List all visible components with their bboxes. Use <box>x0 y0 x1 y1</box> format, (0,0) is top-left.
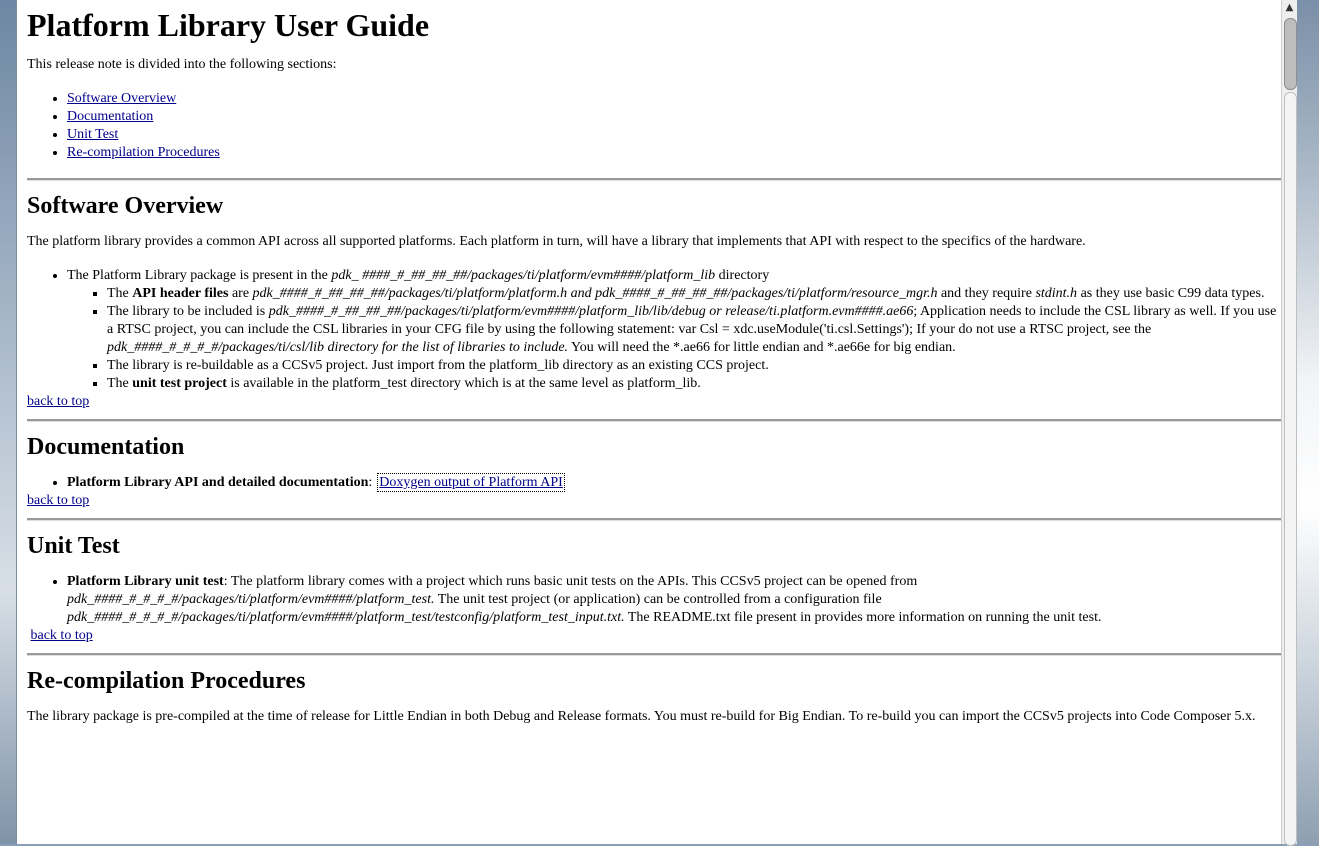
path-text: pdk_####_#_##_##_##/packages/ti/platform/platform.h and pdk_####_#_##_##_##/packages/ti/platform/resource_mgr.h <box>252 286 938 301</box>
overview-paragraph: The platform library provides a common API across all supported platforms. Each platform in turn, will have a library that implements that API with respect to the specifics of the hardware. <box>27 234 1086 249</box>
list-item <box>67 573 1281 627</box>
list-item <box>107 357 1281 375</box>
text: The library is re-buildable as a CCSv5 project. Just import from the platform_lib directory as an existing CCS project. <box>107 358 769 373</box>
back-to-top-link[interactable]: back to top <box>27 493 90 508</box>
vertical-scrollbar[interactable] <box>1281 0 1297 844</box>
path-text: pdk_####_#_##_##_##/packages/ti/platform/evm####/platform_lib/lib/debug or release/ti.platform.evm####.ae66 <box>268 304 914 319</box>
overview-sublist <box>67 285 1281 393</box>
intro-text: This release note is divided into the following sections: <box>27 57 337 72</box>
section-divider <box>27 653 1281 656</box>
text: : <box>368 475 380 490</box>
list-item <box>107 285 1281 303</box>
text: You will need the *.ae66 for little endian and *.ae66e for big endian. <box>568 340 956 355</box>
text: are <box>228 286 253 301</box>
documentation-list <box>27 474 1281 492</box>
section-divider <box>27 518 1281 521</box>
nav-item <box>67 144 1281 162</box>
text: directory <box>715 268 770 283</box>
text: The <box>107 286 133 301</box>
path-text: pdk_####_#_#_#_#/packages/ti/csl/lib directory for the list of libraries to include. <box>107 340 569 355</box>
path-text: pdk_ ####_#_##_##_##/packages/ti/platform/evm####/platform_lib <box>331 268 716 283</box>
text: is available in the platform_test directory which is at the same level as platform_lib. <box>226 376 701 391</box>
bold-text: unit test project <box>132 376 227 391</box>
document-content <box>17 0 1281 844</box>
nav-link-documentation[interactable]: Documentation <box>67 109 154 124</box>
scroll-up-arrow-icon[interactable]: ▲ <box>1285 2 1294 13</box>
back-to-top-link[interactable]: back to top <box>27 394 90 409</box>
back-to-top-link[interactable]: back to top <box>30 628 93 643</box>
nav-link-recompilation[interactable]: Re-compilation Procedures <box>67 145 220 160</box>
scrollbar-thumb[interactable] <box>1284 18 1297 90</box>
nav-item <box>67 126 1281 144</box>
section-nav <box>27 90 1281 162</box>
nav-item <box>67 108 1281 126</box>
text: The Platform Library package is present in the <box>67 268 332 283</box>
text: as they use basic C99 data types. <box>1077 286 1265 301</box>
text: The unit test project (or application) can be controlled from a configuration file <box>434 592 882 607</box>
nav-link-software-overview[interactable]: Software Overview <box>67 91 177 106</box>
overview-list <box>27 267 1281 393</box>
path-text: stdint.h <box>1035 286 1078 301</box>
bold-text: Platform Library API and detailed documentation <box>67 475 369 490</box>
section-heading-recompilation: Re-compilation Procedures <box>27 668 306 694</box>
page-title: Platform Library User Guide <box>27 7 430 43</box>
recompile-paragraph: The library package is pre-compiled at the time of release for Little Endian in both Debug and Release formats. You must re-build for Big Endian. To re-build you can import the CCSv5 projects into Code Composer 5.x. <box>27 709 1256 724</box>
desktop-background-left <box>0 0 16 844</box>
text: The <box>107 376 133 391</box>
path-text: pdk_####_#_#_#_#/packages/ti/platform/evm####/platform_test. <box>67 592 435 607</box>
list-item <box>67 474 1281 492</box>
text: The library to be included is <box>107 304 269 319</box>
browser-window <box>16 0 1297 844</box>
list-item <box>107 303 1281 357</box>
section-heading-software-overview: Software Overview <box>27 193 224 219</box>
nav-link-unit-test[interactable]: Unit Test <box>67 127 119 142</box>
section-divider <box>27 178 1281 181</box>
text: : The platform library comes with a project which runs basic unit tests on the APIs. This CCSv5 project can be opened from <box>223 574 918 589</box>
section-heading-documentation: Documentation <box>27 434 185 460</box>
bold-text: Platform Library unit test <box>67 574 224 589</box>
desktop-background-right <box>1297 0 1319 844</box>
bold-text: API header files <box>132 286 229 301</box>
nav-item <box>67 90 1281 108</box>
list-item <box>67 267 1281 393</box>
unit-test-list <box>27 573 1281 627</box>
text: ; Application needs to include the CSL library as well. If you use a RTSC project, you can include the CSL libraries in your CFG file by using the following statement: var Csl = xdc.useModule('ti.csl.Settings'); If your do not use a RTSC project, see the <box>107 304 1277 337</box>
section-divider <box>27 419 1281 422</box>
scrollbar-track[interactable] <box>1284 92 1297 846</box>
path-text: pdk_####_#_#_#_#/packages/ti/platform/evm####/platform_test/testconfig/platform_test_input.txt. <box>67 610 625 625</box>
text: The README.txt file present in provides more information on running the unit test. <box>624 610 1102 625</box>
doxygen-link[interactable]: Doxygen output of Platform API <box>379 475 563 490</box>
section-heading-unit-test: Unit Test <box>27 533 120 559</box>
list-item <box>107 375 1281 393</box>
text: and they require <box>937 286 1036 301</box>
